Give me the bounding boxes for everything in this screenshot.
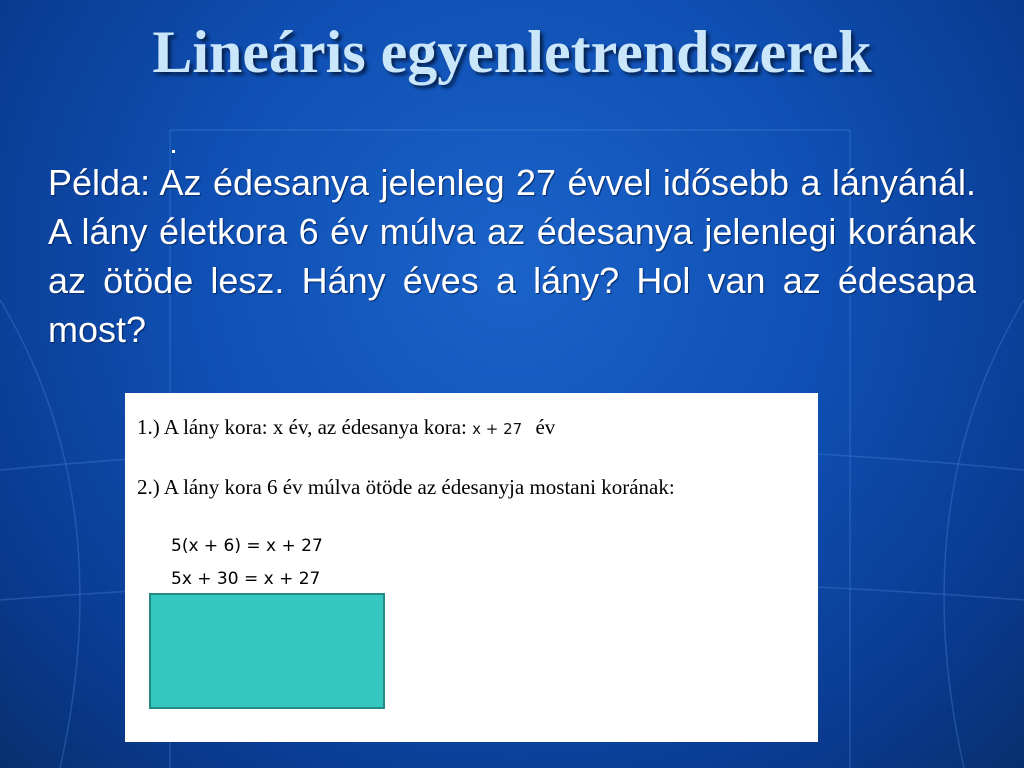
step-1-unit: év <box>535 415 556 439</box>
problem-text: Példa: Az édesanya jelenleg 27 évvel idősebb a lányánál. A lány életkora 6 év múlva az édesanya jelenlegi korának az ötöde lesz. Hány éves a lány? Hol van az édesapa most? <box>48 162 976 350</box>
solution-step-1 <box>137 415 555 440</box>
slide-title: Lineáris egyenletrendszerek <box>152 19 872 85</box>
bullet-dot <box>172 150 175 153</box>
step-1-math: x + 27 <box>472 420 523 438</box>
equation-2: 5x + 30 = x + 27 <box>171 569 321 589</box>
solution-step-2: 2.) A lány kora 6 év múlva ötöde az édesanyja mostani korának: <box>137 475 675 499</box>
cover-box[interactable] <box>149 593 385 709</box>
step-1-text: 1.) A lány kora: x év, az édesanya kora: <box>137 415 467 439</box>
equation-1: 5(x + 6) = x + 27 <box>171 536 323 556</box>
